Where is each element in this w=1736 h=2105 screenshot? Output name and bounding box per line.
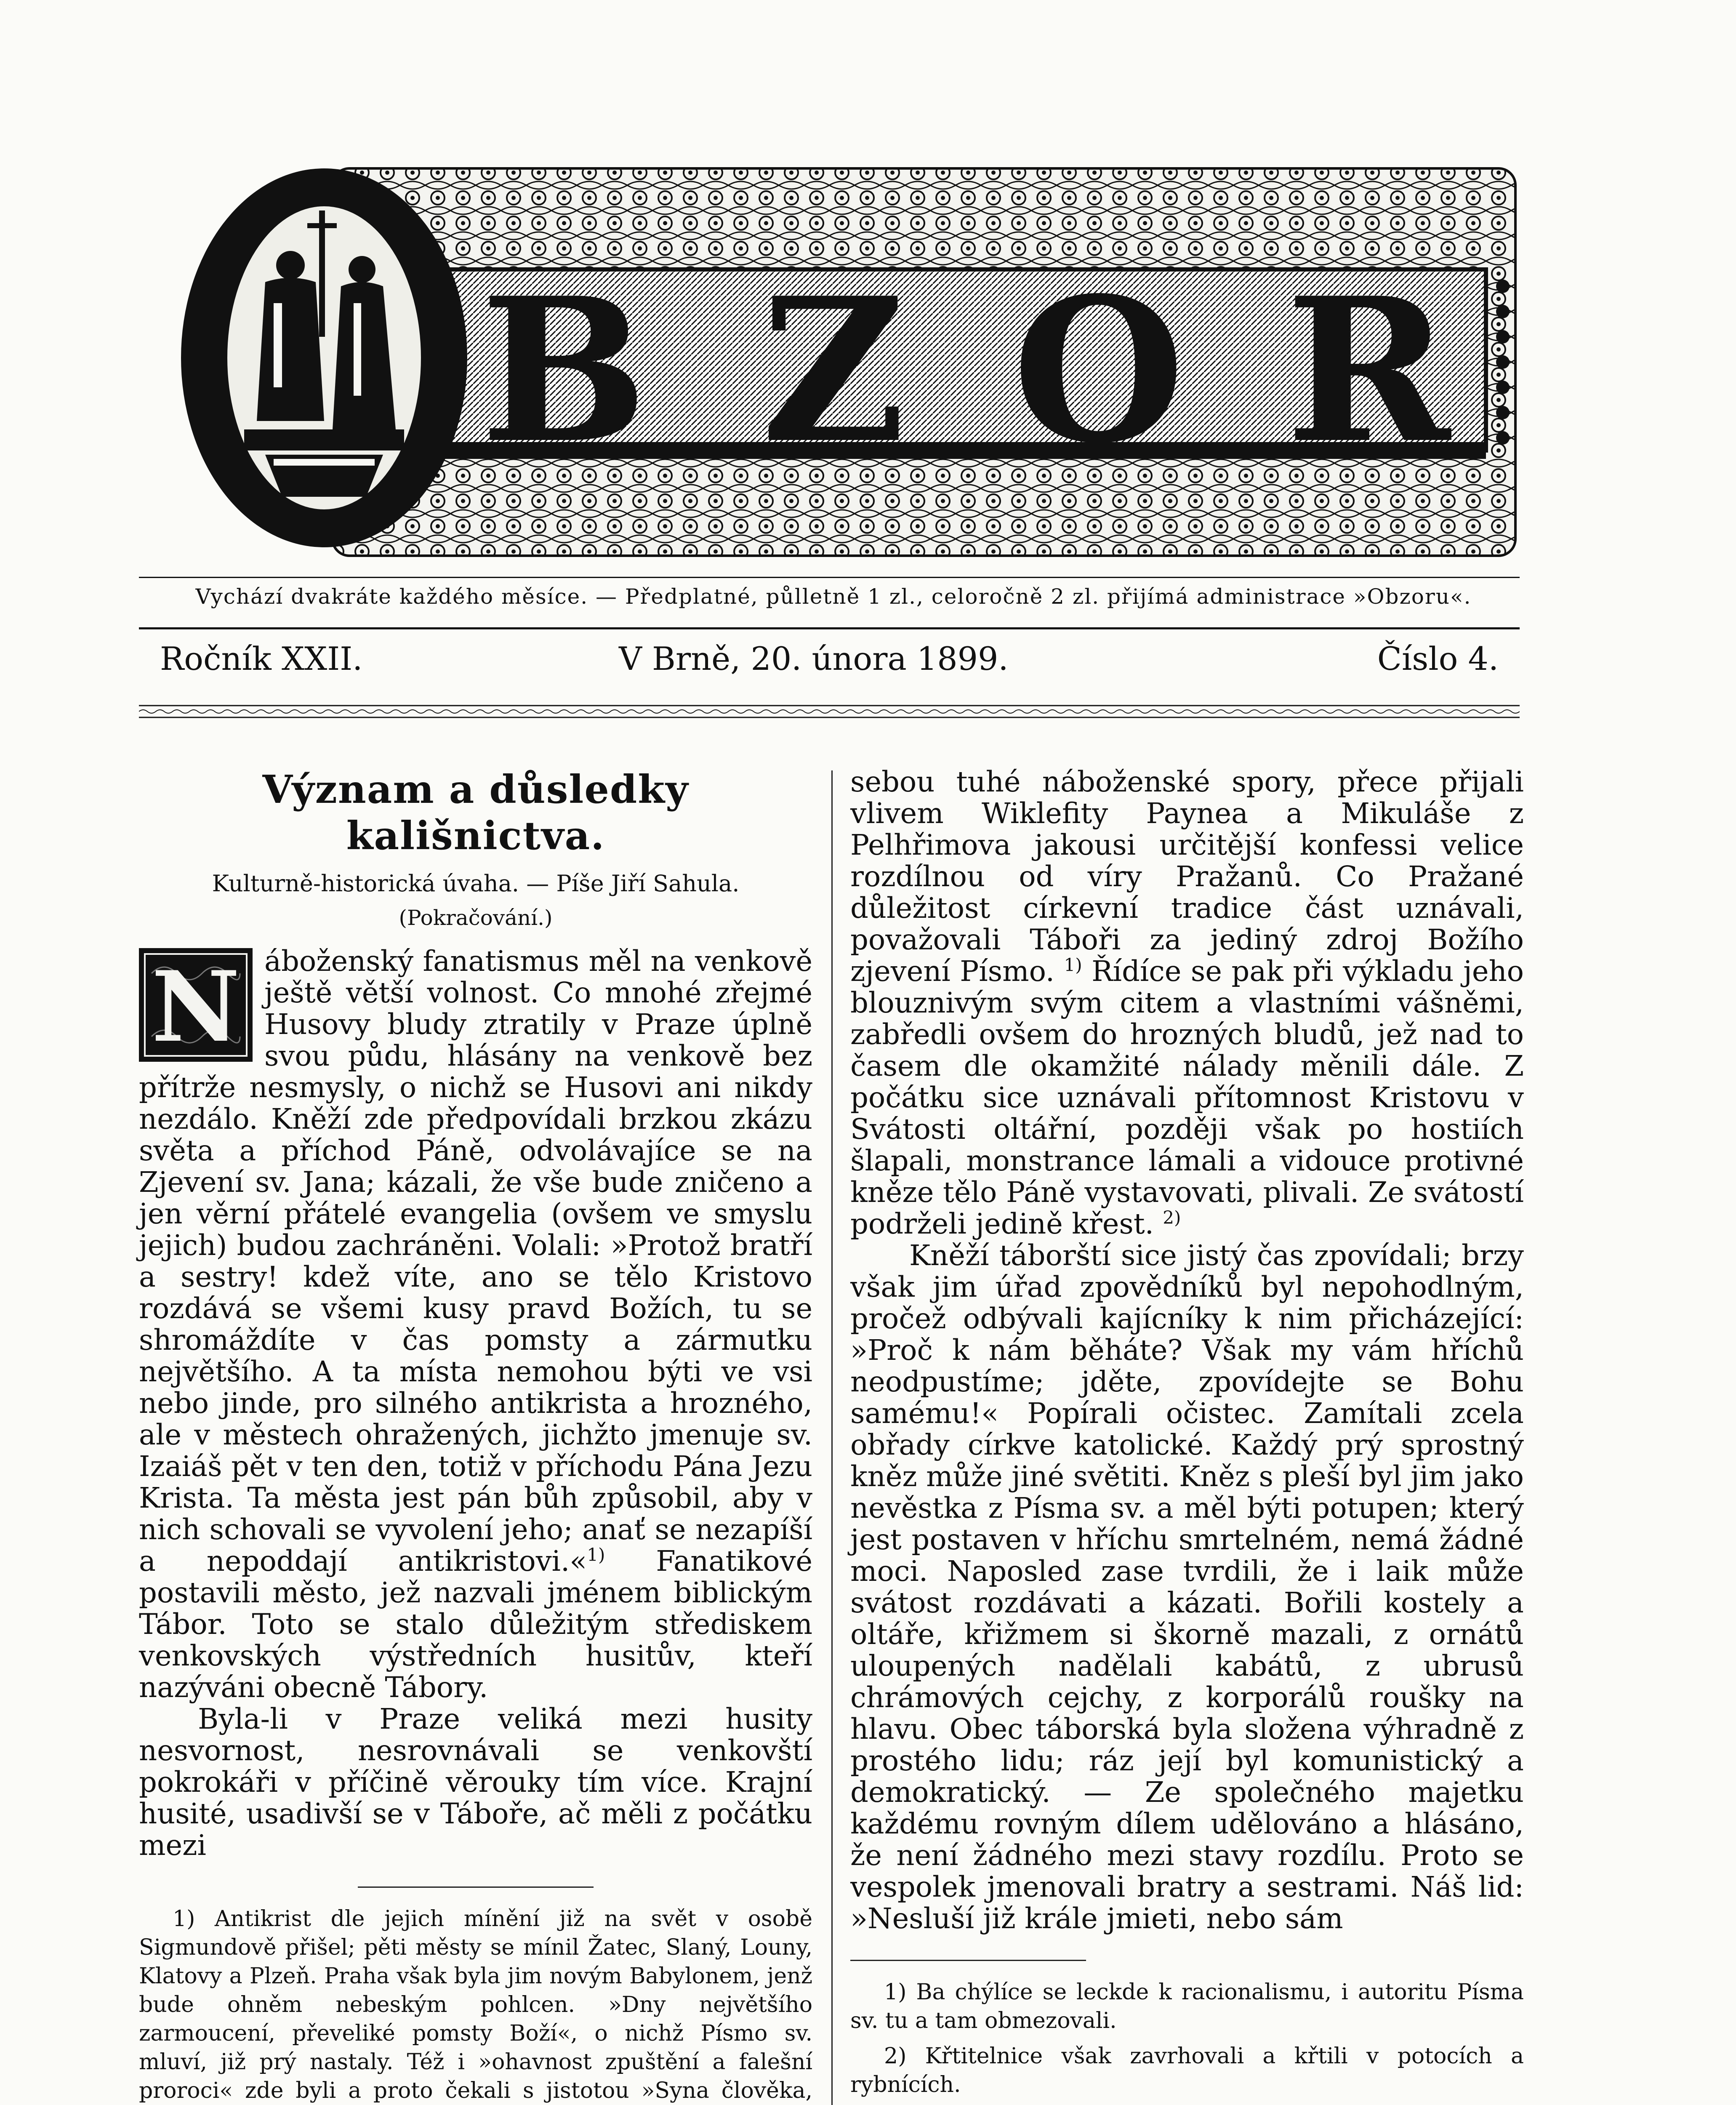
article-subtitle: Kulturně-historická úvaha. — Píše Jiří Sahula.: [212, 870, 740, 897]
masthead-logo: [173, 160, 1520, 564]
masthead-rule-top: [139, 577, 1520, 578]
issue-info-row: [139, 640, 1520, 682]
left-paragraph-2: Byla-li v Praze veliká mezi husity nesvornost, nesrovnávali se venkovští pokrokáři v příčině věrouky tím více. Krajní husité, usadivší se v Táboře, ač měli z počátku mezi: [139, 1703, 812, 1862]
column-divider: [831, 770, 833, 2105]
footnote-right-2: 2) Křtitelnice však zavrhovali a křtili v potocích a rybnících.: [850, 2044, 1524, 2097]
masthead-letter-r: R: [1286, 254, 1451, 487]
left-column: [139, 766, 812, 2105]
footnote-rule-left: [358, 1887, 594, 1888]
volume-label: Ročník XXII.: [160, 640, 363, 677]
left-paragraph-1: áboženský fanatismus měl na venkově ještě větší volnost. Co mnohé zřejmé Husovy bludy ztratily v Praze úplně svou půdu, hlásány na venkově bez přítrže nesmysly, o nichž se Husovi ani nikdy nezdálo. Kněží zde předpovídali brzkou zkázu světa a příchod Páně, odvolávajíce se na Zjevení sv. Jana; kázali, že vše bude zničeno a jen věrní přátelé evangelia (ovšem ve smyslu jejich) budou zachráněni. Volali: »Protož bratří a sestry! kdež víte, ano se tělo Kristovo rozdává se všemi kusy pravd Božích, tu se shromáždíte v čas pomsty a zármutku největšího. A ta místa nemohou býti ve vsi nebo jinde, pro silného antikrista a hrozného, ale v městech ohražených, jichžto jmenuje sv. Izaiáš pět v ten den, totiž v příchodu Pána Jezu Krista. Ta města jest pán bůh způsobil, aby v nich schovali se vyvolení jeho; anať se nezapíší a nepoddají antikristovi.«$^{1)}$ Fanatikové postavili město, jež nazvali jménem biblickým Tábor. Toto se stalo důležitým střediskem venkovských výstředních husitův, kteří nazýváni obecně Tábory.: [139, 945, 812, 1704]
footnote-rule-right: [850, 1960, 1086, 1961]
masthead-letter-o: O: [1012, 254, 1185, 487]
right-paragraph-1: sebou tuhé náboženské spory, přece přijali vlivem Wiklefity Paynea a Mikuláše z Pelhřimova jakousi určitější konfessi velice rozdílnou od víry Pražanů. Co Pražané důležitost církevní tradice část uznávali, považovali Táboři za jediný zdroj Božího zjevení Písmo. $^{1)}$ Řídíce se pak při výkladu jeho blouznivým svým citem a vlastními vášněmi, zabředli ovšem do hrozných bludů, jež nad to časem dle okamžité nálady měnili dále. Z počátku sice uznávali přítomnost Kristovu v Svátosti oltářní, později však po hostiích šlapali, monstrance lámali a vidouce protivné kněze tělo Páně vystavovati, plivali. Ze svátostí podrželi jedině křest. $^{2)}$: [850, 765, 1524, 1240]
issue-rule-top: [139, 627, 1520, 629]
place-date: V Brně, 20. února 1899.: [619, 640, 1009, 677]
dropcap-letter: N: [151, 950, 240, 1062]
right-column: [850, 766, 1524, 2105]
wavy-divider: [139, 703, 1520, 720]
article-title: Význam a důsledky kališnictva.: [262, 767, 689, 858]
continued-note: (Pokračování.): [399, 906, 553, 930]
masthead-letter-z: Z: [761, 254, 906, 487]
issue-number: Číslo 4.: [1377, 640, 1499, 677]
footnote-left-1: 1) Antikrist dle jejich mínění již na svět v osobě Sigmundově přišel; pěti městy se mínil Žatec, Slaný, Louny, Klatovy a Plzeň. Praha však byla jim novým Babylonem, jenž bude ohněm nebeským pohlcen. »Dny největšího zarmoucení, převeliké pomsty Boží«, o nichž Písmo sv. mluví, již prý nastaly. Též i »ohavnost zpuštění a falešní proroci« zde byli a proto čekali s jistotou »Syna člověka,: [139, 1906, 812, 2103]
footnote-right-1: 1) Ba chýlíce se leckde k racionalismu, i autoritu Písma sv. tu a tam obmezovali.: [850, 1980, 1524, 2033]
dropcap-initial: [139, 948, 253, 1062]
right-paragraph-2: Kněží táborští sice jistý čas zpovídali; brzy však jim úřad zpovědníků byl nepohodlným, pročež odbývali kajícníky k nim přicházející: »Proč k nám běháte? Však my vám hříchů neodpustíme; jděte, zpovídejte se Bohu samému!« Popírali očistec. Zamítali zcela obřady církve katolické. Každý prý sprostný kněz může jiné světiti. Kněz s pleší byl jim jako nevěstka z Písma sv. a měl býti potupen; který jest postaven v hříchu smrtelném, nemá žádné moci. Naposled zase tvrdili, že i laik může svátost rozdávati a kázati. Bořili kostely a oltáře, křižmem si škorně mazali, z ornátů uloupených nadělali kabátů, z ubrusů chrámových cejchy, z korporálů roušky na hlavu. Obec táborská byla složena výhradně z prostého lidu; ráz její byl komunistický a demokratický. — Ze společného majetku každému rovným dílem udělováno a hlásáno, že není žádného mezi stavy rozdílu. Proto se vespolek jmenovali bratry a sestrami. Náš lid: »Nesluší již krále jmieti, nebo sám: [850, 1239, 1524, 1935]
masthead-letter-b: B: [480, 254, 648, 487]
subscription-line: Vychází dvakráte každého měsíce. — Předplatné, půlletně 1 zl., celoročně 2 zl. přijímá administrace »Obzoru«.: [195, 584, 1472, 609]
